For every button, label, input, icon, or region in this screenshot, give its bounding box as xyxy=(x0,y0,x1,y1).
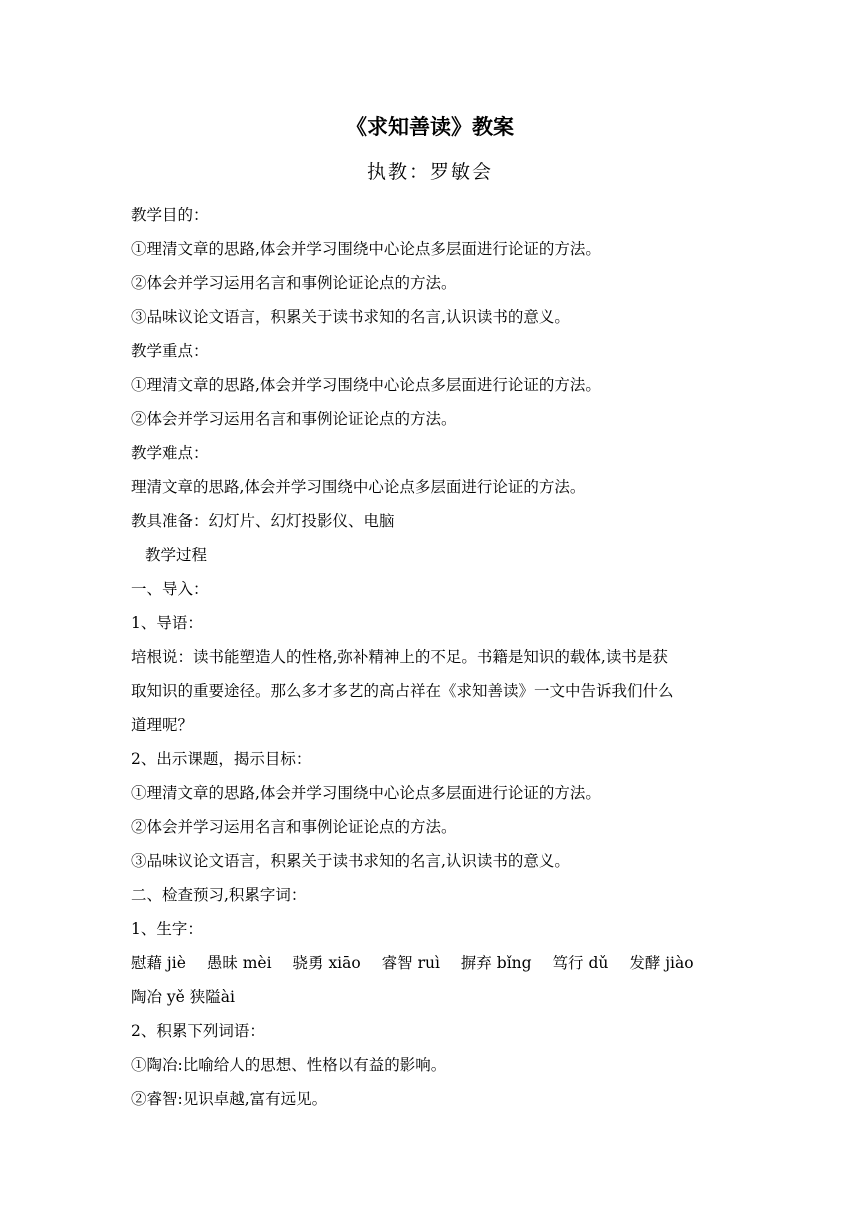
pinyin-item: 笃行 dǔ xyxy=(552,954,609,972)
pinyin-item: 发酵 jiào xyxy=(629,954,694,972)
document-title: 《求知善读》教案 xyxy=(346,115,514,139)
teaching-tools: 教具准备：幻灯片、幻灯投影仪、电脑 xyxy=(131,512,395,530)
pinyin-item: 骁勇 xiāo xyxy=(292,954,361,972)
intro-paragraph-line-1: 培根说：读书能塑造人的性格,弥补精神上的不足。书籍是知识的载体,读书是获 xyxy=(131,648,668,666)
heading-key-points: 教学重点： xyxy=(131,342,209,360)
heading-process: 教学过程 xyxy=(145,546,208,564)
heading-objectives: 教学目的： xyxy=(131,206,209,224)
objective-3: ③品味议论文语言，积累关于读书求知的名言,认识读书的意义。 xyxy=(131,308,570,326)
subsection-2-2: 2、积累下列词语： xyxy=(131,1022,265,1040)
vocab-1: ①陶冶:比喻给人的思想、性格以有益的影响。 xyxy=(131,1056,447,1074)
subsection-1-1: 1、导语： xyxy=(131,614,203,632)
pinyin-item: 睿智 ruì xyxy=(381,954,440,972)
key-point-1: ①理清文章的思路,体会并学习围绕中心论点多层面进行论证的方法。 xyxy=(131,376,601,394)
key-point-2: ②体会并学习运用名言和事例论证论点的方法。 xyxy=(131,410,457,428)
vocab-2: ②睿智:见识卓越,富有远见。 xyxy=(131,1090,328,1108)
heading-difficulty: 教学难点： xyxy=(131,444,209,462)
pinyin-item: 愚昧 mèi xyxy=(206,954,272,972)
intro-paragraph-line-3: 道理呢？ xyxy=(131,716,194,734)
goal-2: ②体会并学习运用名言和事例论证论点的方法。 xyxy=(131,818,457,836)
pinyin-item: 慰藉 jiè xyxy=(131,954,186,972)
pinyin-item: 摒弃 bǐng xyxy=(460,954,532,972)
goal-1: ①理清文章的思路,体会并学习围绕中心论点多层面进行论证的方法。 xyxy=(131,784,601,802)
pinyin-row-2: 陶冶 yě 狭隘ài xyxy=(131,988,235,1006)
section-2-heading: 二、检查预习,积累字词： xyxy=(131,886,307,904)
teacher-line: 执教：罗敏会 xyxy=(366,161,493,183)
subsection-2-1: 1、生字： xyxy=(131,920,203,938)
section-1-heading: 一、导入： xyxy=(131,580,209,598)
goal-3: ③品味议论文语言，积累关于读书求知的名言,认识读书的意义。 xyxy=(131,852,570,870)
objective-2: ②体会并学习运用名言和事例论证论点的方法。 xyxy=(131,274,457,292)
objective-1: ①理清文章的思路,体会并学习围绕中心论点多层面进行论证的方法。 xyxy=(131,240,601,258)
pinyin-row xyxy=(131,946,739,980)
intro-paragraph-line-2: 取知识的重要途径。那么多才多艺的高占祥在《求知善读》一文中告诉我们什么 xyxy=(131,682,674,700)
subsection-1-2: 2、出示课题，揭示目标： xyxy=(131,750,312,768)
difficulty-text: 理清文章的思路,体会并学习围绕中心论点多层面进行论证的方法。 xyxy=(131,478,586,496)
document-body xyxy=(131,198,739,1116)
